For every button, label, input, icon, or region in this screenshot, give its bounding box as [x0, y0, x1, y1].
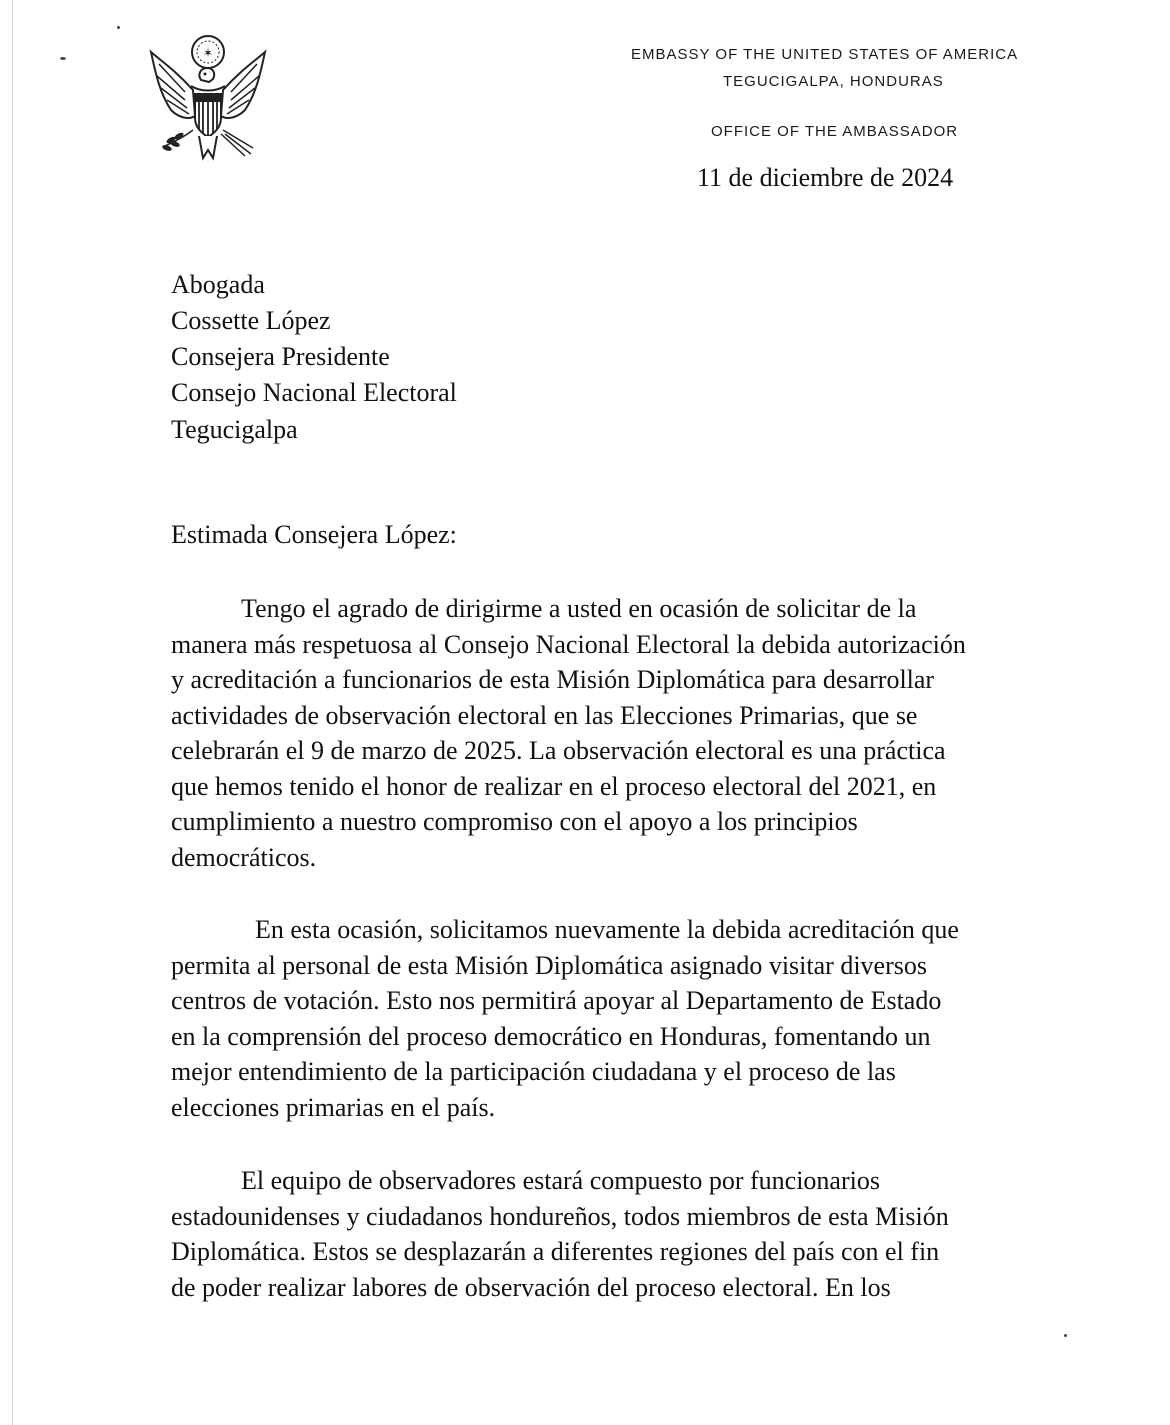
paragraph-line: de poder realizar labores de observación del proceso electoral. En los: [171, 1272, 891, 1302]
scan-speck: [60, 57, 66, 60]
paragraph-line: manera más respetuosa al Consejo Nacional Electoral la debida autorización: [171, 629, 966, 659]
paragraph-line: elecciones primarias en el país.: [171, 1092, 496, 1122]
paragraph-line: Diplomática. Estos se desplazarán a diferentes regiones del país con el fin: [171, 1237, 940, 1266]
recipient-position: Consejera Presidente: [171, 342, 390, 371]
body-paragraph-1: [171, 591, 1011, 875]
paragraph-line: que hemos tenido el honor de realizar en el proceso electoral del 2021, en: [171, 771, 937, 801]
paragraph-line: celebrarán el 9 de marzo de 2025. La observación electoral es una práctica: [171, 736, 946, 765]
paragraph-line: centros de votación. Esto nos permitirá apoyar al Departamento de Estado: [171, 986, 942, 1015]
paragraph-line: cumplimiento a nuestro compromiso con el apoyo a los principios: [171, 807, 858, 836]
paragraph-line: En esta ocasión, solicitamos nuevamente la debida acreditación que: [255, 915, 959, 944]
paragraph-line: y acreditación a funcionarios de esta Misión Diplomática para desarrollar: [171, 665, 935, 694]
paragraph-line: permita al personal de esta Misión Diplomática asignado visitar diversos: [171, 950, 927, 980]
body-paragraph-3: [171, 1163, 1011, 1305]
recipient-city: Tegucigalpa: [171, 415, 298, 444]
paragraph-line: mejor entendimiento de la participación ciudadana y el proceso de las: [171, 1057, 896, 1086]
paragraph-line: estadounidenses y ciudadanos hondureños, todos miembros de esta Misión: [171, 1201, 949, 1231]
paragraph-line: Tengo el agrado de dirigirme a usted en ocasión de solicitar de la: [241, 594, 917, 623]
office-title: OFFICE OF THE AMBASSADOR: [711, 123, 959, 140]
paragraph-line: actividades de observación electoral en las Elecciones Primarias, que se: [171, 700, 918, 730]
scan-speck: [117, 26, 120, 29]
svg-text:✶: ✶: [202, 46, 214, 60]
paragraph-line: en la comprensión del proceso democrático en Honduras, fomentando un: [171, 1021, 931, 1051]
recipient-organization: Consejo Nacional Electoral: [171, 378, 457, 407]
recipient-name: Cossette López: [171, 306, 331, 335]
recipient-title: Abogada: [171, 270, 265, 299]
body-paragraph-2: [171, 912, 1011, 1125]
scan-speck: [1064, 1334, 1067, 1337]
letter-date: 11 de diciembre de 2024: [697, 163, 954, 192]
paragraph-line: democráticos.: [171, 842, 317, 872]
embassy-city: TEGUCIGALPA, HONDURAS: [723, 73, 944, 90]
page-edge: [12, 0, 13, 1425]
embassy-name: EMBASSY OF THE UNITED STATES OF AMERICA: [631, 46, 1019, 63]
salutation: Estimada Consejera López:: [171, 520, 457, 549]
paragraph-line: El equipo de observadores estará compuesto por funcionarios: [241, 1166, 880, 1195]
great-seal-eagle-icon: [145, 30, 270, 165]
